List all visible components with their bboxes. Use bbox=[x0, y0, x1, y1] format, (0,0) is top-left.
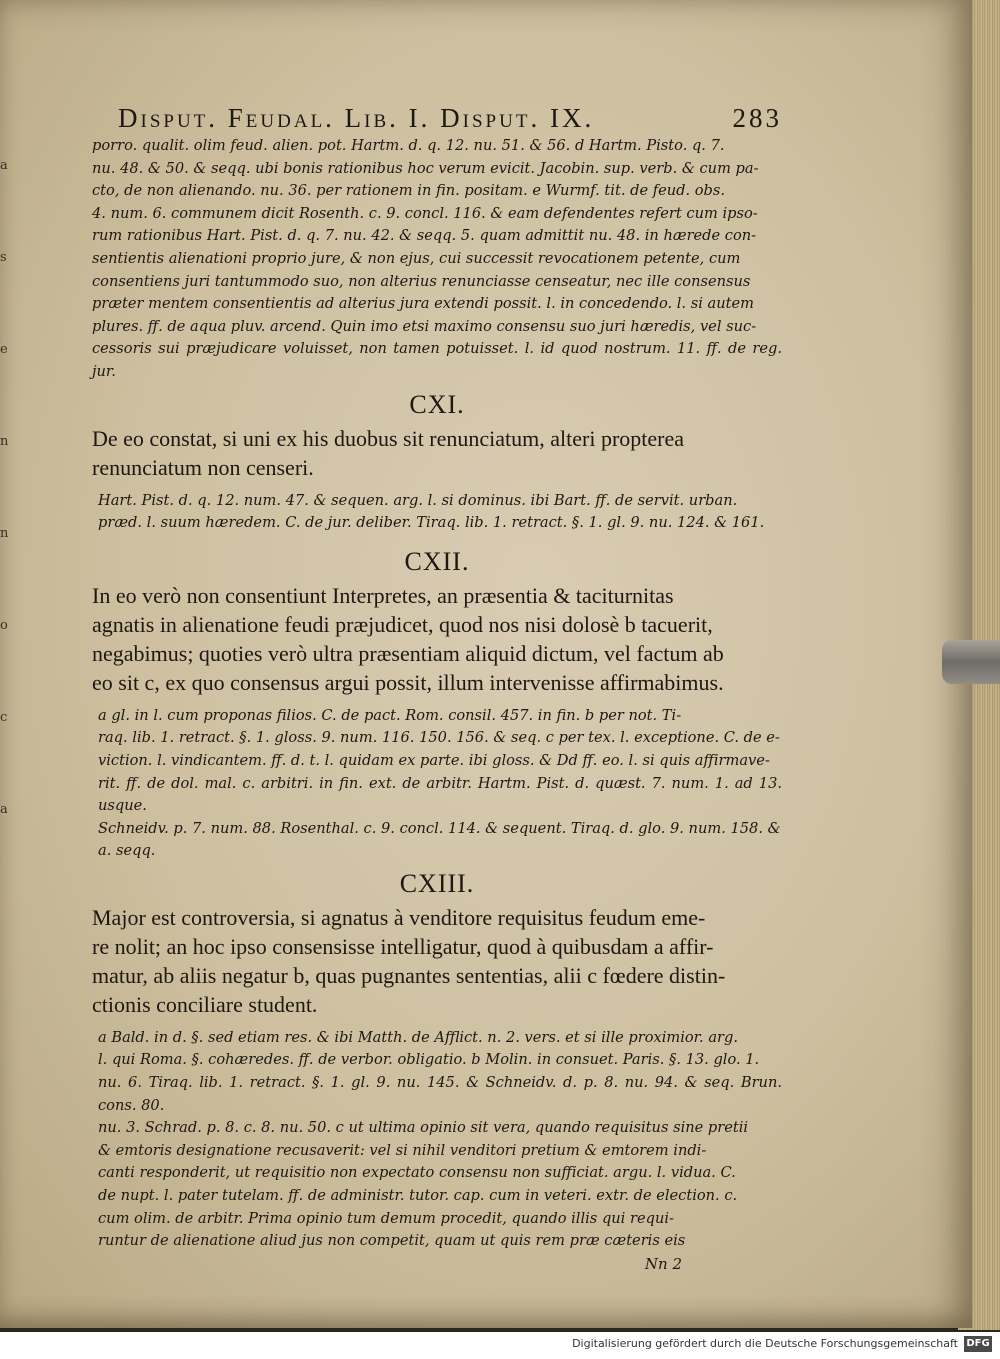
margin-mark: n bbox=[0, 526, 9, 541]
section-heading: CXIII. bbox=[399, 868, 475, 898]
body-line: agnatis in alienatione feudi præjudicet, quod nos nisi dolosè b tacuerit, bbox=[92, 611, 713, 637]
note-line: plures. ff. de aqua pluv. arcend. Quin imo etsi maximo consensu suo juri hæredis, vel suc- bbox=[92, 317, 757, 335]
body-paragraph bbox=[92, 424, 782, 482]
section-heading: CXII. bbox=[404, 546, 470, 576]
note-line: nu. 48. & 50. & seqq. ubi bonis rationibus hoc verum evicit. Jacobin. sup. verb. & cum pa- bbox=[92, 159, 759, 177]
body-paragraph bbox=[92, 581, 782, 697]
note-line: a Bald. in d. §. sed etiam res. & ibi Matth. de Afflict. n. 2. vers. et si ille proximior. arg. bbox=[98, 1028, 738, 1046]
note-line: runtur de alienatione aliud jus non competit, quam ut quis rem præ cæteris eis bbox=[98, 1232, 686, 1250]
note-line: præd. l. suum hæredem. C. de jur. deliber. Tiraq. lib. 1. retract. §. 1. gl. 9. nu. 124. & 161. bbox=[98, 514, 765, 532]
note-line: nu. 6. Tiraq. lib. 1. retract. §. 1. gl. 9. nu. 145. & Schneidv. d. p. 8. nu. 94. & seq. Brun. cons. 80. bbox=[98, 1074, 782, 1114]
margin-mark: n bbox=[0, 434, 9, 449]
dfg-logo: DFG bbox=[964, 1336, 992, 1352]
note-line: Schneidv. p. 7. num. 88. Rosenthal. c. 9. concl. 114. & sequent. Tiraq. d. glo. 9. num. 158. & bbox=[98, 819, 781, 837]
note-line: & emtoris designatione recusaverit: vel si nihil venditori pretium & emtorem indi- bbox=[98, 1141, 707, 1159]
body-line: In eo verò non consentiunt Interpretes, an præsentia & taciturnitas bbox=[92, 582, 674, 608]
body-line: ctionis conciliare student. bbox=[92, 991, 318, 1017]
margin-mark: o bbox=[0, 618, 8, 633]
body-paragraph bbox=[92, 903, 782, 1019]
margin-mark: a bbox=[0, 158, 8, 173]
note-line: rit. ff. de dol. mal. c. arbitri. in fin. ext. de arbitr. Hartm. Pist. d. quæst. 7. num. 1. ad 13. usque. bbox=[98, 774, 782, 815]
footer-credit: Digitalisierung gefördert durch die Deutsche Forschungsgemeinschaft bbox=[572, 1337, 958, 1350]
body-line: matur, ab aliis negatur b, quas pugnantes sententias, alii c fœdere distin- bbox=[92, 962, 726, 988]
note-line: a gl. in l. cum proponas filios. C. de pact. Rom. consil. 457. in fin. b per not. Ti- bbox=[98, 706, 682, 724]
note-line: canti responderit, ut requisitio non expectato consensu non sufficiat. argu. l. vidua. C. bbox=[98, 1164, 736, 1182]
note-line: a. seqq. bbox=[98, 842, 156, 860]
body-line: re nolit; an hoc ipso consensisse intelligatur, quod à quibusdam a affir- bbox=[92, 933, 714, 959]
note-line: præter mentem consentientis ad alterius jura extendi possit. l. in concedendo. l. si autem bbox=[92, 295, 754, 313]
note-line: Hart. Pist. d. q. 12. num. 47. & sequen. arg. l. si dominus. ibi Bart. ff. de servit. urban. bbox=[98, 491, 738, 509]
note-line: rum rationibus Hart. Pist. d. q. 7. nu. 42. & seqq. 5. quam admittit nu. 48. in hærede con- bbox=[92, 227, 757, 245]
catchword-signature: Nn 2 bbox=[644, 1254, 682, 1273]
margin-mark: c bbox=[0, 710, 8, 725]
page-number: 283 bbox=[732, 103, 782, 133]
running-header bbox=[92, 95, 782, 135]
note-line: nu. 3. Schrad. p. 8. c. 8. nu. 50. c ut ultima opinio sit vera, quando requisitus sine pretii bbox=[98, 1119, 749, 1137]
note-line: cto, de non alienando. nu. 36. per rationem in fin. positam. e Wurmf. tit. de feud. obs. bbox=[92, 182, 726, 200]
note-line: consentiens juri tantummodo suo, non alterius renunciasse censeatur, nec ille consensus bbox=[92, 272, 751, 290]
note-line: cessoris sui præjudicare voluisset, non tamen potuisset. l. id quod nostrum. 11. ff. de reg. jur. bbox=[92, 340, 782, 380]
text-block bbox=[92, 95, 782, 1273]
note-line: cum olim. de arbitr. Prima opinio tum demum procedit, quando illis qui requi- bbox=[98, 1209, 674, 1227]
note-line: sentientis alienationi proprio jure, & non ejus, cui successit revocationem petente, cum bbox=[92, 249, 741, 267]
note-line: de nupt. l. pater tutelam. ff. de administr. tutor. cap. cum in veteri. extr. de election. c. bbox=[98, 1187, 738, 1205]
note-line: porro. qualit. olim feud. alien. pot. Hartm. d. q. 12. nu. 51. & 56. d Hartm. Pisto. q. 7. bbox=[92, 137, 725, 154]
body-line: negabimus; quoties verò ultra præsentiam aliquid dictum, vel factum ab bbox=[92, 640, 724, 666]
note-line: viction. l. vindicantem. ff. d. t. l. quidam ex parte. ibi gloss. & Dd ff. eo. l. si quis affirmave- bbox=[98, 751, 770, 769]
notes-top bbox=[92, 135, 782, 384]
margin-mark: a bbox=[0, 802, 8, 817]
margin-mark: s bbox=[0, 250, 7, 265]
body-line: Major est controversia, si agnatus à venditore requisitus feudum eme- bbox=[92, 904, 706, 930]
body-line: De eo constat, si uni ex his duobus sit renunciatum, alteri propterea bbox=[92, 425, 685, 451]
note-line: 4. num. 6. communem dicit Rosenth. c. 9. concl. 116. & eam defendentes refert cum ipso- bbox=[92, 204, 758, 222]
section-heading: CXI. bbox=[409, 389, 465, 419]
section-cxii bbox=[92, 545, 782, 863]
body-line: renunciatum non censeri. bbox=[92, 454, 314, 480]
note-line: raq. lib. 1. retract. §. 1. gloss. 9. num. 116. 150. 156. & seq. c per tex. l. exceptione. C. de e- bbox=[98, 729, 780, 747]
body-line: eo sit c, ex quo consensus argui possit, illum intervenisse affirmabimus. bbox=[92, 669, 724, 695]
section-cxi bbox=[92, 388, 782, 535]
margin-mark: e bbox=[0, 342, 8, 357]
left-margin-marks bbox=[0, 120, 14, 856]
note-line: l. qui Roma. §. cohæredes. ff. de verbor. obligatio. b Molin. in consuet. Paris. §. 13. glo. 1. bbox=[98, 1051, 760, 1069]
book-clasp bbox=[942, 640, 1000, 684]
section-cxiii bbox=[92, 867, 782, 1253]
running-title: Disput. Feudal. Lib. I. Disput. IX. bbox=[118, 103, 595, 133]
